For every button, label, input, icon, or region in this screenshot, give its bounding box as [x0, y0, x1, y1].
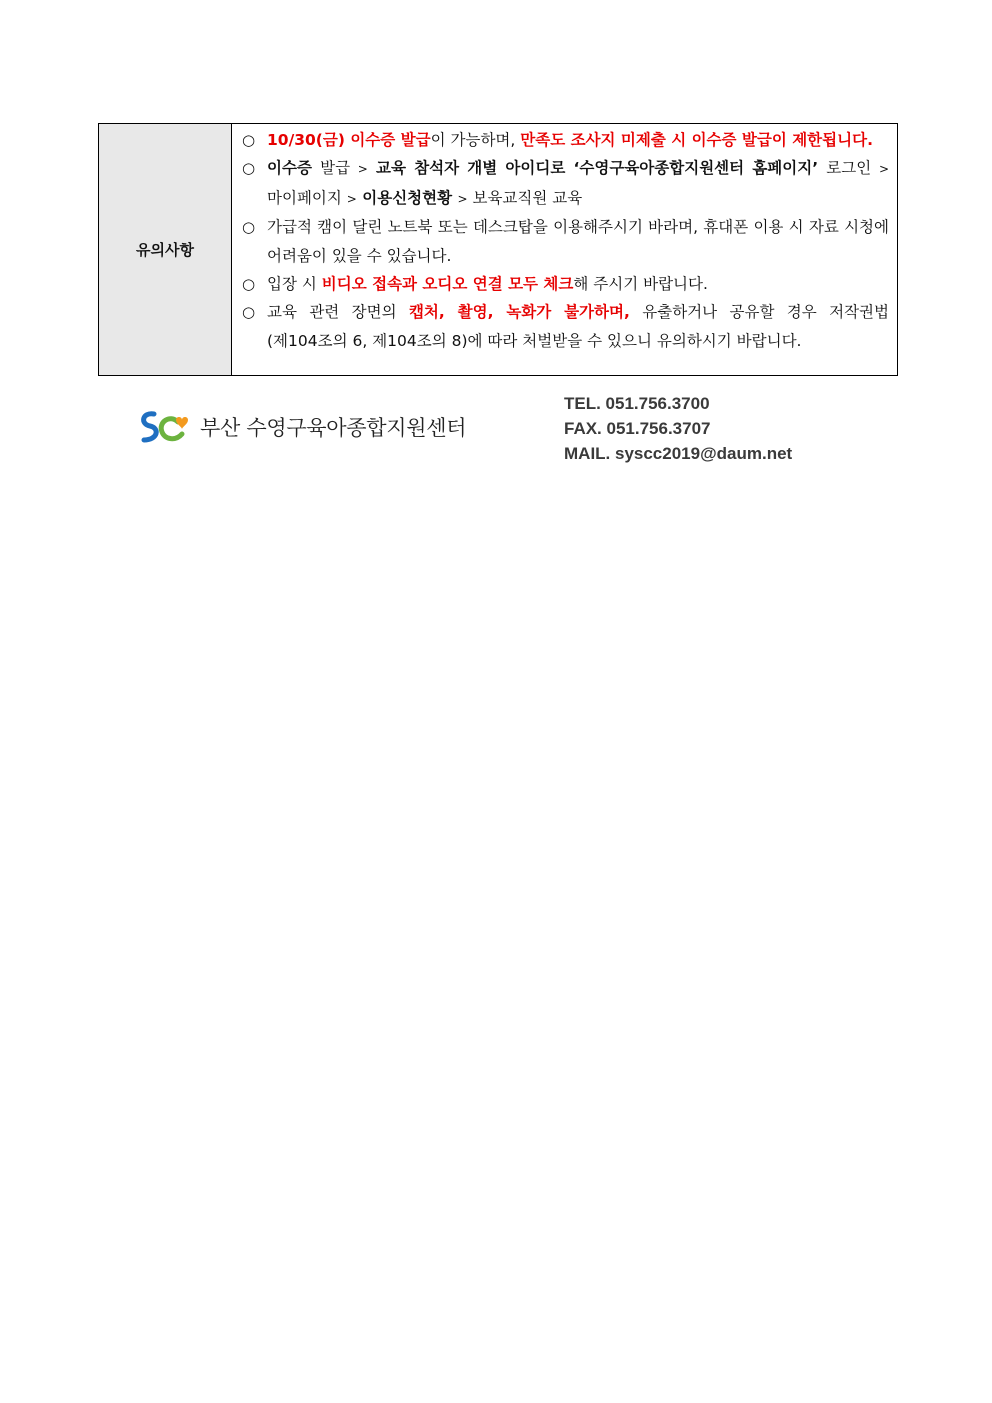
- notice-bold-text: 이용신청현황: [356, 188, 458, 207]
- center-logo: [138, 408, 466, 446]
- notice-text: 마이페이지: [267, 188, 347, 207]
- notice-item-text: [267, 270, 889, 298]
- arrow-separator: >: [878, 162, 889, 177]
- notice-text: 이 가능하며,: [430, 131, 521, 149]
- notice-item-text: [267, 298, 889, 355]
- notice-item-text: [267, 154, 889, 213]
- bullet-circle-icon: ○: [242, 159, 256, 178]
- notice-table: [98, 123, 898, 376]
- notice-text: 보육교직원 교육: [467, 188, 583, 207]
- notice-label: 유의사항: [99, 124, 232, 375]
- arrow-separator: >: [346, 191, 357, 206]
- center-logo-text: 부산 수영구육아종합지원센터: [200, 416, 467, 440]
- notice-item-5: [242, 298, 889, 355]
- notice-text: 가급적 캠이 달린 노트북 또는 데스크탑을 이용해주시기 바라며, 휴대폰 이용 시 자료 시청에 어려움이 있을 수 있습니다.: [267, 218, 889, 265]
- arrow-separator: >: [457, 191, 468, 206]
- notice-bold-text: 교육 참석자 개별 아이디로 ‘수영구육아종합지원센터 홈페이지’: [367, 159, 827, 178]
- bullet-circle-icon: ○: [242, 131, 256, 149]
- notice-red-text: 비디오 접속과 오디오 연결 모두 체크: [321, 275, 574, 294]
- notice-text: 교육 관련 장면의: [267, 303, 409, 322]
- notice-bold-text: 이수증: [267, 159, 321, 178]
- notice-item-2: [242, 154, 889, 213]
- notice-text: 로그인: [826, 159, 879, 178]
- notice-red-text: 캡처, 촬영, 녹화가 불가하며,: [408, 303, 630, 322]
- notice-item-1: [242, 126, 889, 154]
- bullet-circle-icon: ○: [242, 218, 256, 237]
- bullet-circle-icon: ○: [242, 275, 256, 294]
- arrow-separator: >: [357, 162, 368, 177]
- notice-text: 발급: [320, 159, 358, 178]
- notice-item-3: [242, 213, 889, 270]
- notice-red-text: 10/30(금) 이수증 발급: [267, 131, 431, 149]
- notice-text: 유출하거나 공유할 경우 저작권법(제104조의 6, 제104조의 8)에 따라 처벌받을 수 있으니 유의하시기 바랍니다.: [267, 303, 890, 350]
- notice-item-text: [267, 126, 889, 154]
- contact-tel: TEL. 051.756.3700: [564, 394, 710, 413]
- bullet-circle-icon: ○: [242, 303, 256, 322]
- notice-content: [232, 124, 897, 375]
- contact-mail: MAIL. syscc2019@daum.net: [564, 444, 793, 463]
- notice-item-4: [242, 270, 889, 298]
- contact-info: [564, 391, 792, 466]
- notice-text: 입장 시: [267, 275, 322, 294]
- center-logo-icon: [138, 408, 194, 446]
- notice-text: 해 주시기 바랍니다.: [573, 275, 708, 294]
- contact-fax: FAX. 051.756.3707: [564, 419, 711, 438]
- notice-red-text: 만족도 조사지 미제출 시 이수증 발급이 제한됩니다.: [520, 131, 873, 149]
- notice-item-text: [267, 213, 889, 270]
